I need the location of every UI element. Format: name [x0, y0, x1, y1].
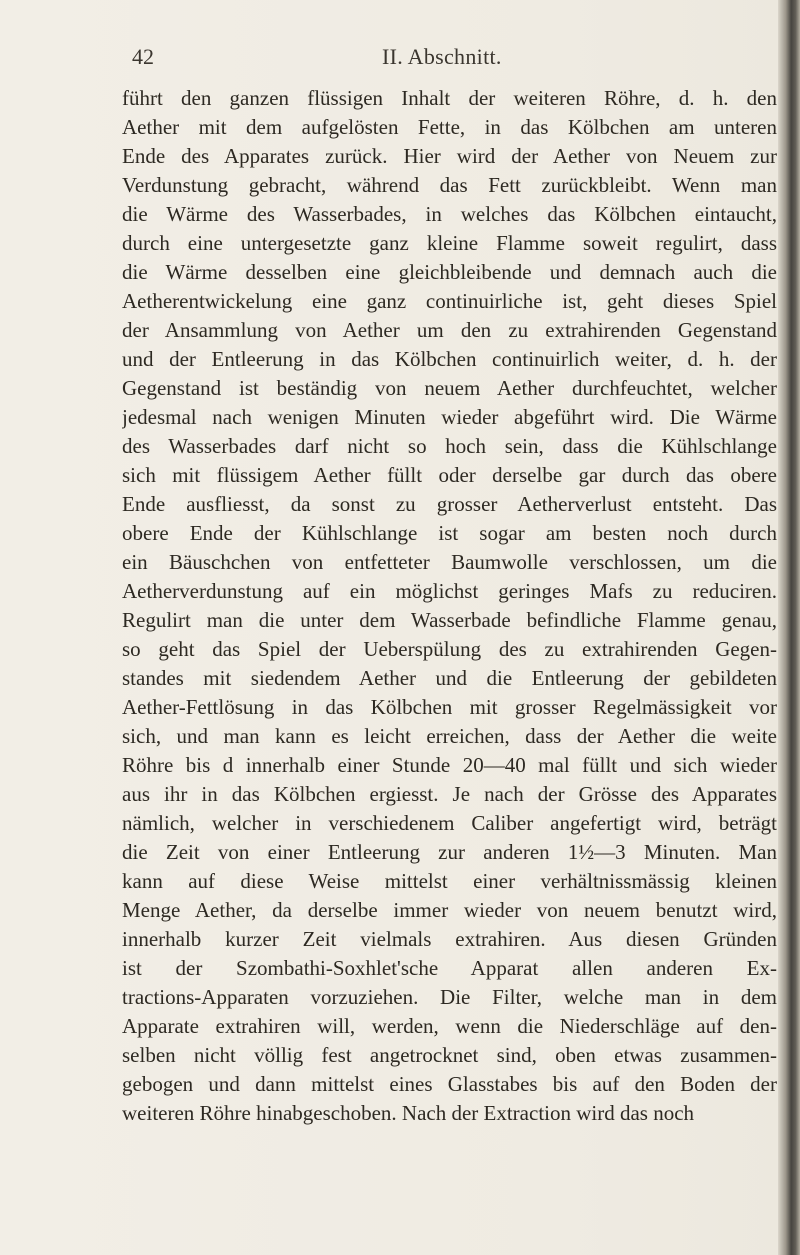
text-line: der Ansammlung von Aether um den zu extrahirenden Gegenstand [122, 318, 777, 342]
text-line: führt den ganzen flüssigen Inhalt der weiteren Röhre, d. h. den [122, 86, 777, 110]
text-line: sich mit flüssigem Aether füllt oder derselbe gar durch das obere [122, 463, 777, 487]
text-line: aus ihr in das Kölbchen ergiesst. Je nach der Grösse des Apparates [122, 782, 777, 806]
page-header [122, 44, 760, 78]
text-line: innerhalb kurzer Zeit vielmals extrahiren. Aus diesen Gründen [122, 927, 777, 951]
text-line: die Wärme desselben eine gleichbleibende und demnach auch die [122, 260, 777, 284]
text-line: sich, und man kann es leicht erreichen, dass der Aether die weite [122, 724, 777, 748]
text-line: durch eine untergesetzte ganz kleine Flamme soweit regulirt, dass [122, 231, 777, 255]
text-line: Aether mit dem aufgelösten Fette, in das Kölbchen am unteren [122, 115, 777, 139]
text-line: gebogen und dann mittelst eines Glasstabes bis auf den Boden der [122, 1072, 777, 1096]
text-line: Menge Aether, da derselbe immer wieder von neuem benutzt wird, [122, 898, 777, 922]
text-line: Aether-Fettlösung in das Kölbchen mit grosser Regelmässigkeit vor [122, 695, 777, 719]
page-number: 42 [132, 44, 154, 69]
text-line: Verdunstung gebracht, während das Fett zurückbleibt. Wenn man [122, 173, 777, 197]
page-edge-shadow [778, 0, 800, 1255]
text-line: standes mit siedendem Aether und die Entleerung der gebildeten [122, 666, 777, 690]
text-line: die Zeit von einer Entleerung zur anderen 1½—3 Minuten. Man [122, 840, 777, 864]
text-line: ein Bäuschchen von entfetteter Baumwolle verschlossen, um die [122, 550, 777, 574]
text-line: die Wärme des Wasserbades, in welches das Kölbchen eintaucht, [122, 202, 777, 226]
text-line: Aetherverdunstung auf ein möglichst geringes Mafs zu reduciren. [122, 579, 777, 603]
body-text [122, 84, 777, 1128]
text-line: tractions-Apparaten vorzuziehen. Die Filter, welche man in dem [122, 985, 777, 1009]
text-line: kann auf diese Weise mittelst einer verhältnissmässig kleinen [122, 869, 777, 893]
running-head: II. Abschnitt. [382, 44, 502, 69]
text-line: jedesmal nach wenigen Minuten wieder abgeführt wird. Die Wärme [122, 405, 777, 429]
text-line: so geht das Spiel der Ueberspülung des zu extrahirenden Gegen- [122, 637, 777, 661]
text-line: nämlich, welcher in verschiedenem Caliber angefertigt wird, beträgt [122, 811, 777, 835]
text-line: ist der Szombathi-Soxhlet'sche Apparat allen anderen Ex- [122, 956, 777, 980]
text-line: weiteren Röhre hinabgeschoben. Nach der Extraction wird das noch [122, 1101, 695, 1125]
text-line: Gegenstand ist beständig von neuem Aether durchfeuchtet, welcher [122, 376, 777, 400]
text-line: obere Ende der Kühlschlange ist sogar am besten noch durch [122, 521, 777, 545]
text-line: Ende ausfliesst, da sonst zu grosser Aetherverlust entsteht. Das [122, 492, 777, 516]
text-line: Regulirt man die unter dem Wasserbade befindliche Flamme genau, [122, 608, 777, 632]
text-line: Aetherentwickelung eine ganz continuirliche ist, geht dieses Spiel [122, 289, 777, 313]
text-line: und der Entleerung in das Kölbchen continuirlich weiter, d. h. der [122, 347, 777, 371]
text-line: Ende des Apparates zurück. Hier wird der Aether von Neuem zur [122, 144, 777, 168]
text-line: Röhre bis d innerhalb einer Stunde 20—40 mal füllt und sich wieder [122, 753, 777, 777]
text-line: des Wasserbades darf nicht so hoch sein, dass die Kühlschlange [122, 434, 777, 458]
text-line: Apparate extrahiren will, werden, wenn die Niederschläge auf den- [122, 1014, 777, 1038]
text-line: selben nicht völlig fest angetrocknet sind, oben etwas zusammen- [122, 1043, 777, 1067]
